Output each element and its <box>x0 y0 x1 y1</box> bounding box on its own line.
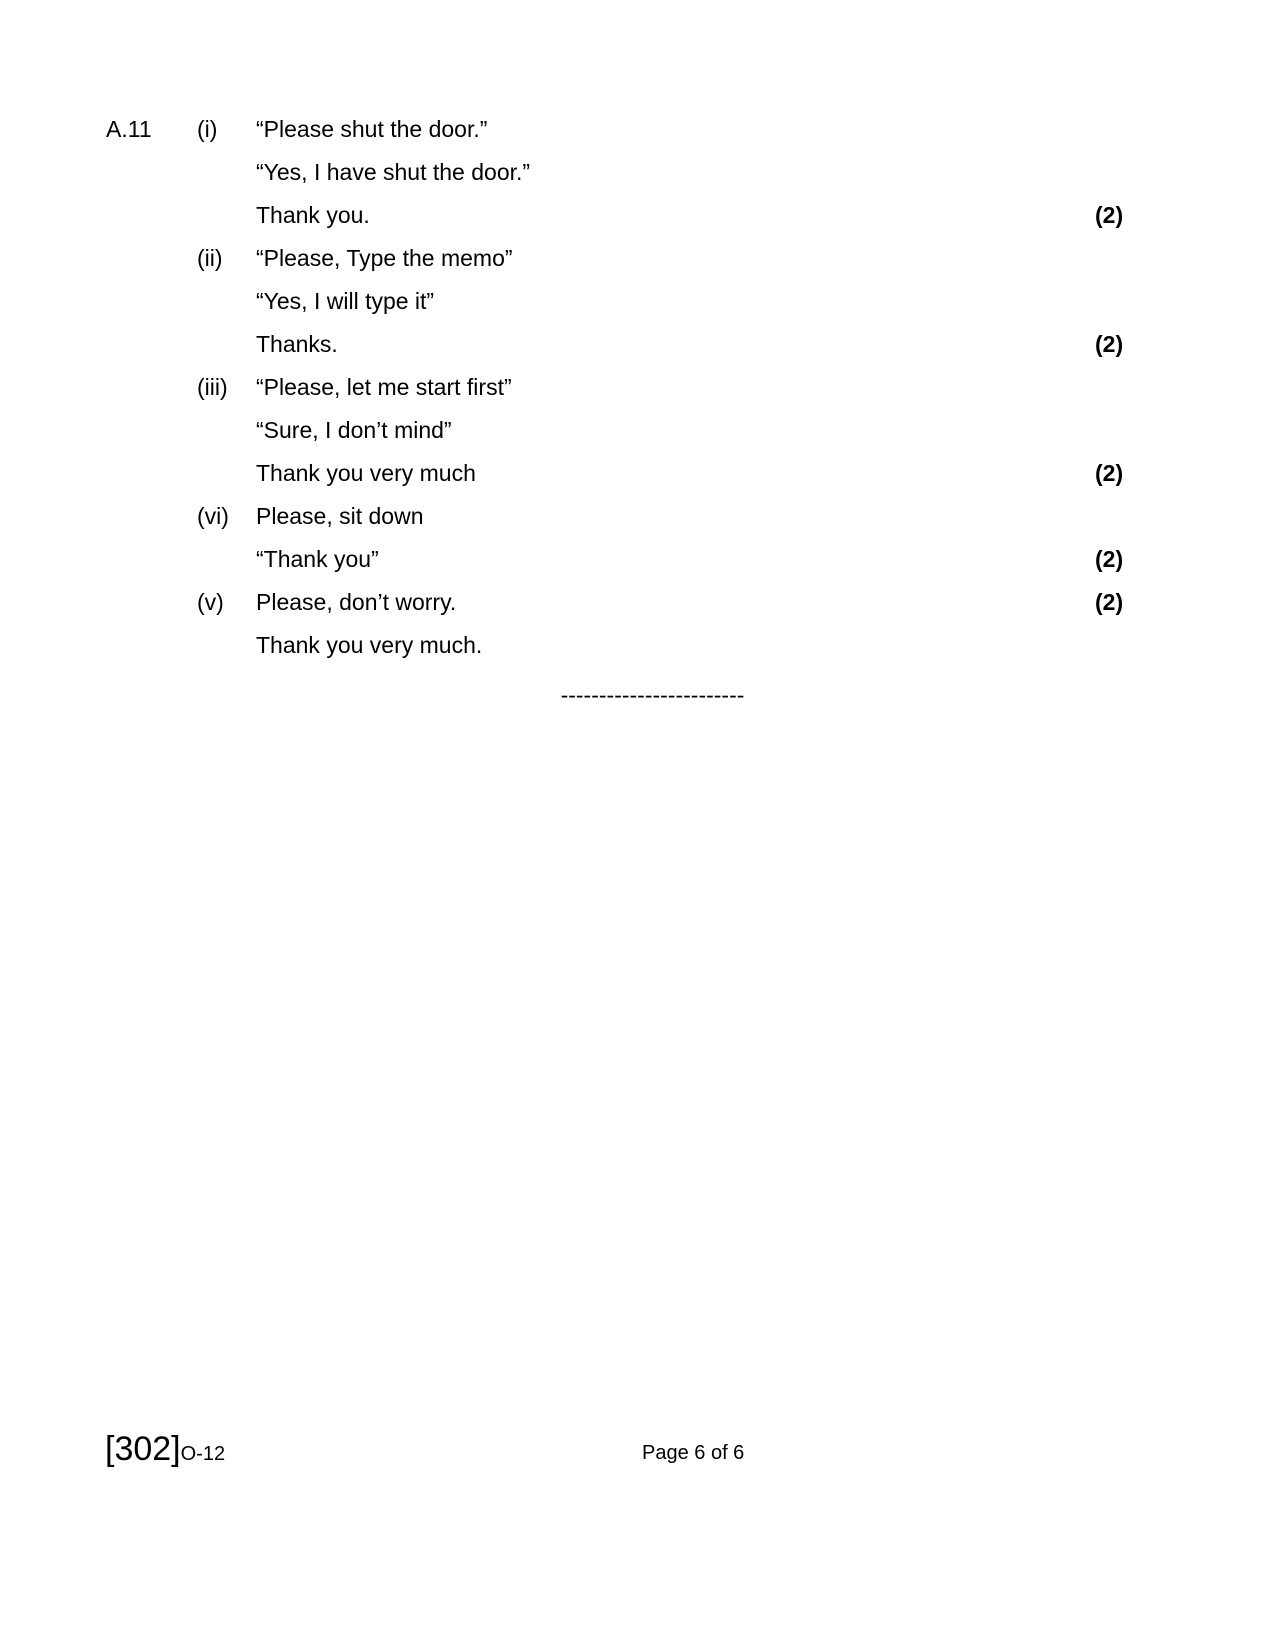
answer-row <box>0 280 1275 323</box>
marks-label: (2) <box>1095 331 1124 357</box>
question-number: A.11 <box>106 116 152 142</box>
answer-row <box>0 194 1275 237</box>
answer-line: Thank you. <box>256 202 370 228</box>
paper-code <box>105 1430 225 1469</box>
sub-item-number: (i) <box>197 116 218 142</box>
answer-row <box>0 237 1275 280</box>
sub-item-number: (iii) <box>197 374 228 400</box>
sub-item-number: (v) <box>197 589 224 615</box>
marks-label: (2) <box>1095 546 1124 572</box>
sub-item-number: (vi) <box>197 503 229 529</box>
paper-code-number: [302] <box>105 1430 181 1468</box>
answer-line: “Thank you” <box>256 546 379 572</box>
answer-line: Thank you very much. <box>256 632 483 658</box>
answer-line: “Sure, I don’t mind” <box>256 417 452 443</box>
answer-line: Thanks. <box>256 331 338 357</box>
answer-row <box>0 323 1275 366</box>
answer-row <box>0 495 1275 538</box>
answer-line: “Yes, I have shut the door.” <box>256 159 531 185</box>
answer-line: “Yes, I will type it” <box>256 288 435 314</box>
answer-row <box>0 624 1275 667</box>
answer-line: Thank you very much <box>256 460 476 486</box>
answer-line: “Please shut the door.” <box>256 116 488 142</box>
answer-row <box>0 538 1275 581</box>
answer-row <box>0 452 1275 495</box>
answer-line: Please, sit down <box>256 503 424 529</box>
answer-row <box>0 581 1275 624</box>
sub-item-number: (ii) <box>197 245 223 271</box>
answer-line: “Please, let me start first” <box>256 374 512 400</box>
answer-block <box>0 108 1275 667</box>
answer-row <box>0 151 1275 194</box>
answer-row <box>0 366 1275 409</box>
end-divider: ------------------------ <box>560 682 745 708</box>
marks-label: (2) <box>1095 202 1124 228</box>
page-number: Page 6 of 6 <box>642 1442 745 1464</box>
marks-label: (2) <box>1095 460 1124 486</box>
answer-line: “Please, Type the memo” <box>256 245 513 271</box>
answer-row <box>0 409 1275 452</box>
marks-label: (2) <box>1095 589 1124 615</box>
paper-code-suffix: O-12 <box>180 1443 226 1465</box>
answer-line: Please, don’t worry. <box>256 589 457 615</box>
answer-row <box>0 108 1275 151</box>
